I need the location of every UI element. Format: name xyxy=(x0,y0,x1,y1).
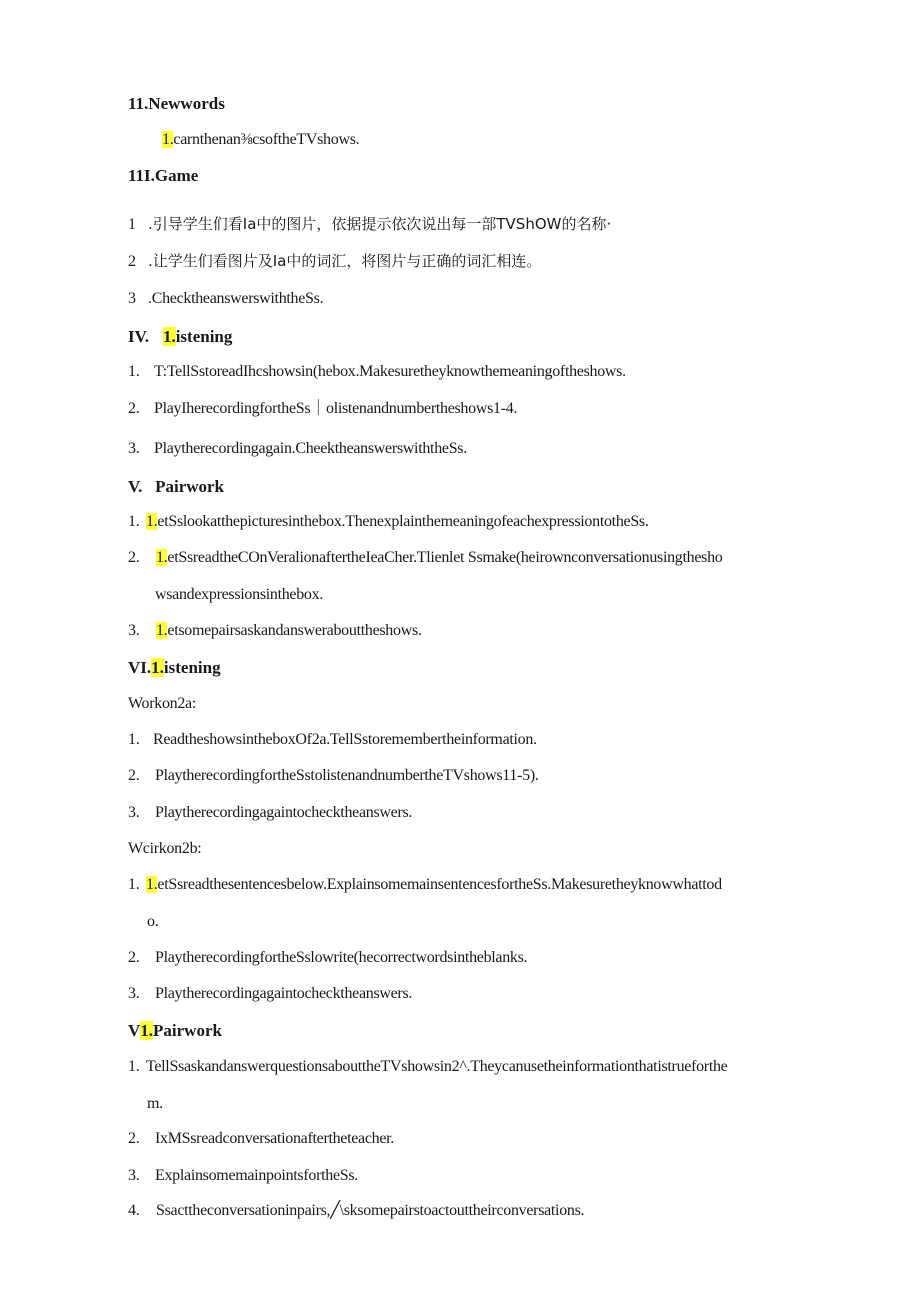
heading-text: istening xyxy=(163,658,221,677)
highlighted-number: 1. xyxy=(146,513,158,530)
subheading-text: Workon2a: xyxy=(128,695,196,712)
list-item xyxy=(128,875,722,895)
item-number: 3. xyxy=(128,804,140,821)
item-text: .ChecktheanswerswiththeSs. xyxy=(148,290,324,307)
item-number: 2. xyxy=(128,949,140,966)
item-text: PlayIherecordingfortheSs｜olistenandnumbertheshows1-4. xyxy=(154,400,518,417)
list-item xyxy=(128,621,422,641)
section-heading-game xyxy=(128,166,198,186)
item-number: 2. xyxy=(128,1130,140,1147)
item-text: Playtherecordingagaintochecktheanswers. xyxy=(155,804,413,821)
item-text: carnthenan⅜csoftheTVshows. xyxy=(173,131,360,148)
list-item xyxy=(128,251,541,272)
list-item-continuation xyxy=(155,585,323,605)
section-heading-pairwork xyxy=(128,477,224,497)
item-number: 1. xyxy=(128,1058,140,1075)
item-text: .引导学生们看Ia中的图片，依据提示依次说出每一部TVShOW的名称· xyxy=(148,215,612,233)
list-item xyxy=(162,130,359,150)
list-item xyxy=(128,984,412,1004)
highlighted-number: 1. xyxy=(162,131,174,148)
item-number: 1. xyxy=(128,731,140,748)
subheading-text: Wcirkon2b: xyxy=(128,840,202,857)
list-item xyxy=(128,289,323,309)
item-text: etsomepairsaskandanswerabouttheshows. xyxy=(167,622,422,639)
item-number: 1 xyxy=(128,216,136,233)
heading-prefix: VI. xyxy=(128,658,152,677)
item-text: ReadtheshowsintheboxOf2a.TellSstoremembertheinformation. xyxy=(153,731,537,748)
item-number: 3. xyxy=(128,985,140,1002)
item-text: Ssacttheconversationinpairs,╱\sksomepairstoactouttheirconversations. xyxy=(156,1202,585,1219)
heading-text: istening xyxy=(175,327,233,346)
highlighted-number: 1. xyxy=(156,549,168,566)
list-item xyxy=(128,948,527,968)
list-item xyxy=(128,362,626,382)
item-number: 2. xyxy=(128,549,140,566)
subheading-work-2b xyxy=(128,839,201,859)
item-text: etSslookatthepicturesinthebox.ThenexplainthemeaningofeachexpressiontotheSs. xyxy=(157,513,649,530)
subheading-work-2a xyxy=(128,694,196,714)
item-text: o. xyxy=(147,913,159,930)
item-number: 2. xyxy=(128,400,140,417)
list-item xyxy=(128,1166,358,1186)
item-text: wsandexpressionsinthebox. xyxy=(155,586,324,603)
item-text: etSsreadthesentencesbelow.ExplainsomemainsentencesfortheSs.Makesuretheyknowwhattod xyxy=(157,876,722,893)
heading-text: 11I.Game xyxy=(128,166,199,185)
highlighted-number: 1. xyxy=(156,622,168,639)
item-number: 4. xyxy=(128,1202,140,1219)
heading-text: 11.Newwords xyxy=(128,94,225,113)
list-item xyxy=(128,1129,394,1149)
list-item xyxy=(128,512,649,532)
list-item xyxy=(128,439,467,459)
highlighted-number: 1. xyxy=(140,1021,154,1040)
list-item xyxy=(128,548,722,568)
item-text: .让学生们看图片及Ia中的词汇，将图片与正确的词汇相连。 xyxy=(148,252,542,270)
list-item xyxy=(128,1057,727,1077)
item-text: Playtherecordingagaintochecktheanswers. xyxy=(155,985,413,1002)
list-item xyxy=(128,803,412,823)
heading-text: V. Pairwork xyxy=(128,477,225,496)
highlighted-number: 1. xyxy=(146,876,158,893)
item-number: 1. xyxy=(128,363,140,380)
item-number: 3 xyxy=(128,290,136,307)
heading-text: Pairwork xyxy=(153,1021,222,1040)
highlighted-number: 1. xyxy=(151,658,164,677)
section-heading-pairwork-2 xyxy=(128,1021,222,1041)
highlighted-number: 1. xyxy=(162,327,176,346)
item-text: PlaytherecordingfortheSslowrite(hecorrectwordsintheblanks. xyxy=(155,949,528,966)
list-item xyxy=(128,730,537,750)
list-item xyxy=(128,399,517,419)
item-number: 1. xyxy=(128,513,140,530)
section-heading-new-words xyxy=(128,94,225,114)
section-heading-listening xyxy=(128,327,232,347)
item-text: ExplainsomemainpointsfortheSs. xyxy=(155,1167,358,1184)
list-item-continuation xyxy=(147,1094,163,1114)
item-text: IxMSsreadconversationaftertheteacher. xyxy=(155,1130,395,1147)
list-item-continuation xyxy=(147,912,158,932)
item-text: m. xyxy=(147,1095,163,1112)
list-item xyxy=(128,214,611,235)
item-number: 2 xyxy=(128,253,136,270)
heading-prefix: IV. xyxy=(128,327,149,346)
item-number: 1. xyxy=(128,876,140,893)
section-heading-listening-2 xyxy=(128,658,221,678)
item-text: Playtherecordingagain.CheektheanswerswiththeSs. xyxy=(154,440,467,457)
heading-prefix: V xyxy=(128,1021,141,1040)
item-number: 3. xyxy=(128,622,140,639)
list-item xyxy=(128,766,539,786)
item-number: 2. xyxy=(128,767,140,784)
item-text: T:TellSstoreadIhcshowsin(hebox.Makesuretheyknowthemeaningoftheshows. xyxy=(154,363,626,380)
list-item xyxy=(128,1201,584,1221)
item-text: PlaytherecordingfortheSstolistenandnumbertheTVshows11-5). xyxy=(155,767,539,784)
item-number: 3. xyxy=(128,1167,140,1184)
item-text: TellSsaskandanswerquestionsabouttheTVshowsin2^.Theycanusetheinformationthatistrueforthe xyxy=(146,1058,728,1075)
item-text: etSsreadtheCOnVeralionaftertheIeaCher.Tlienlet Ssmake(heirownconversationusingthesho xyxy=(167,549,723,566)
item-number: 3. xyxy=(128,440,140,457)
